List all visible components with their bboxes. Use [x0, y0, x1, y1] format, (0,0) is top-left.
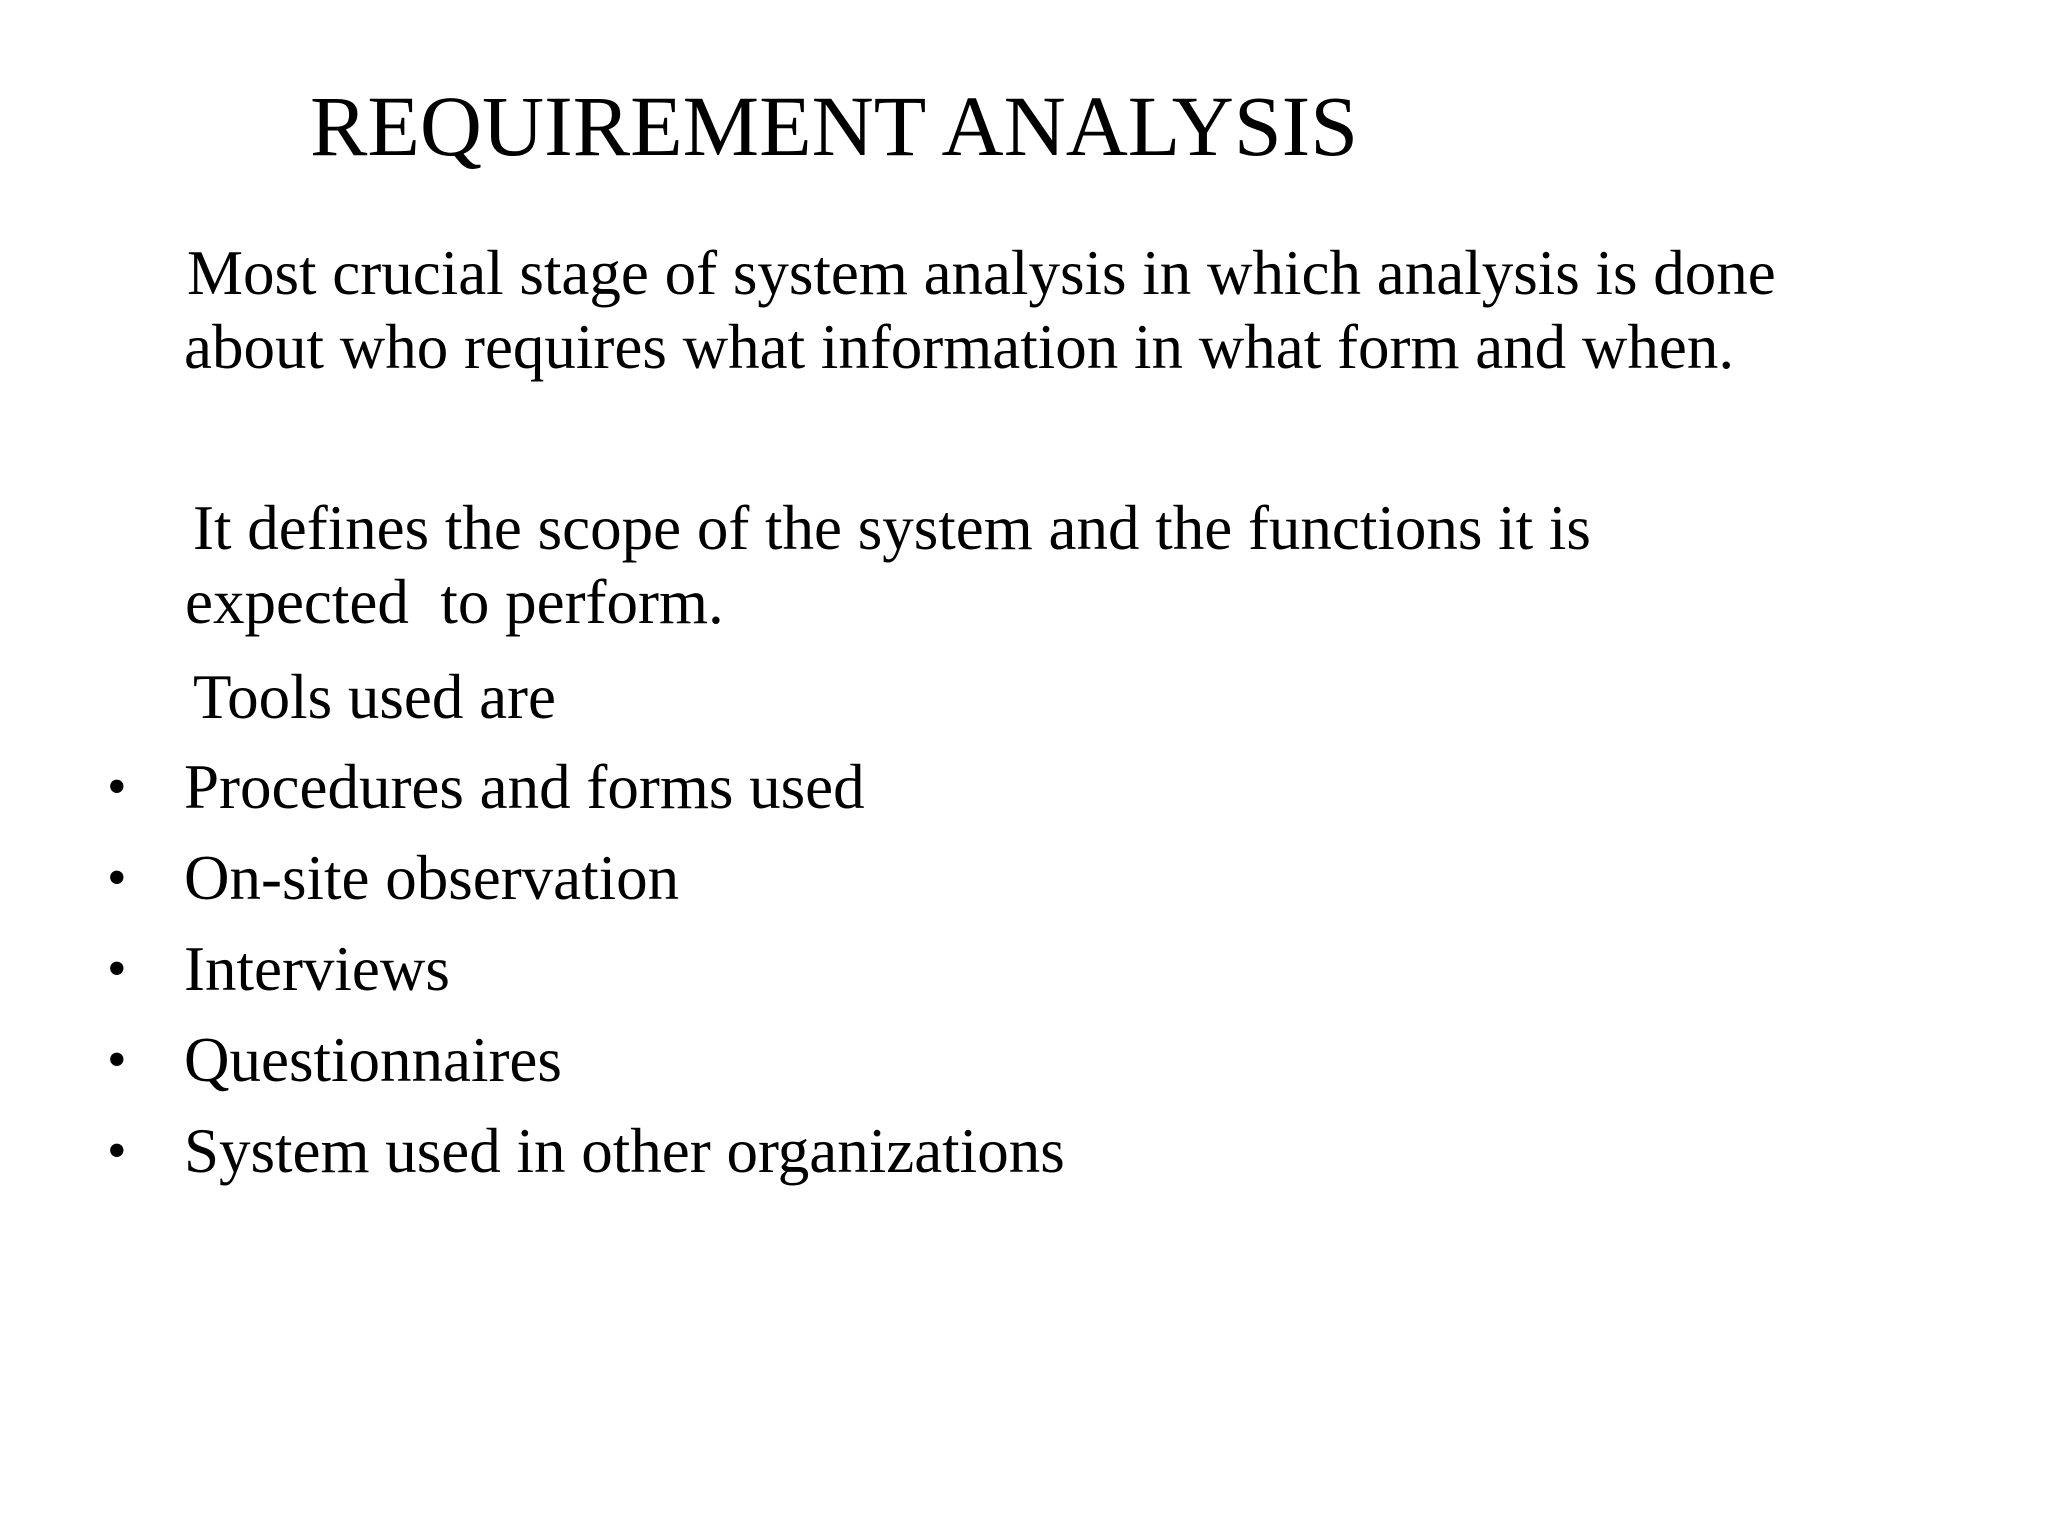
paragraph-line: expected to perform. — [185, 567, 724, 637]
bullet-icon: • — [107, 847, 127, 909]
slide-title: REQUIREMENT ANALYSIS — [310, 78, 1359, 174]
list-item-text: Procedures and forms used — [184, 752, 865, 822]
list-item-text: On-site observation — [184, 843, 680, 913]
bullet-icon: • — [107, 756, 127, 818]
paragraph-crucial-stage — [184, 236, 1776, 384]
bullet-icon: • — [107, 1120, 127, 1182]
bullet-icon: • — [107, 938, 127, 1000]
tools-intro: Tools used are — [193, 662, 556, 732]
list-item-text: System used in other organizations — [184, 1116, 1065, 1186]
list-item-text: Interviews — [184, 934, 450, 1004]
paragraph-line: Most crucial stage of system analysis in which analysis is done — [187, 238, 1776, 308]
paragraph-line: It defines the scope of the system and the functions it is — [193, 493, 1591, 563]
paragraph-scope — [185, 491, 1591, 639]
list-item-text: Questionnaires — [184, 1025, 562, 1095]
bullet-icon: • — [107, 1029, 127, 1091]
paragraph-line: about who requires what information in what form and when. — [184, 312, 1735, 382]
